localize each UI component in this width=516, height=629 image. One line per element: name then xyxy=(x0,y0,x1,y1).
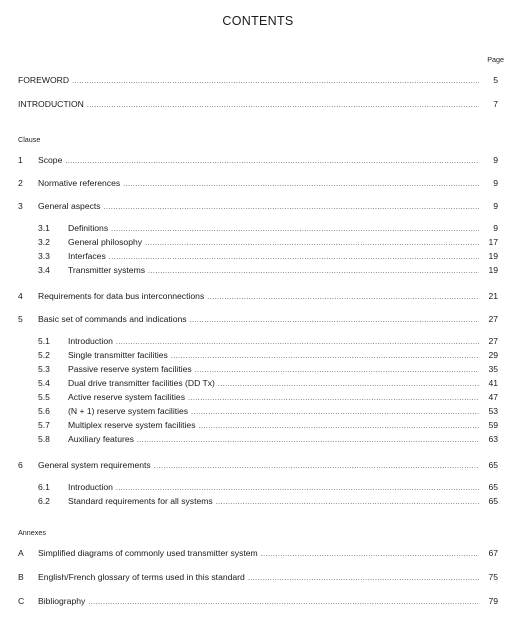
leader-dots xyxy=(207,292,479,303)
toc-entry-label: Interfaces xyxy=(68,251,106,261)
leader-dots xyxy=(72,76,479,87)
toc-subentry[interactable] xyxy=(38,237,498,248)
toc-entry-page: 9 xyxy=(493,178,498,188)
leader-dots xyxy=(216,497,479,508)
toc-entry-label: General philosophy xyxy=(68,237,143,247)
toc-entry-page: 47 xyxy=(488,392,498,402)
annexes-section-header: Annexes xyxy=(18,528,46,537)
leader-dots xyxy=(248,573,479,584)
leader-dots xyxy=(87,100,479,111)
toc-entry-number: B xyxy=(18,572,24,582)
toc-entry-page: 5 xyxy=(493,75,498,85)
leader-dots xyxy=(190,315,479,326)
toc-entry-label: INTRODUCTION xyxy=(18,99,84,109)
toc-entry-number: 5.2 xyxy=(38,350,50,360)
toc-entry-label: General system requirements xyxy=(38,460,151,470)
toc-entry-page: 9 xyxy=(493,223,498,233)
leader-dots xyxy=(188,393,479,404)
toc-annex-entry[interactable] xyxy=(18,596,498,607)
toc-entry-page: 53 xyxy=(488,406,498,416)
toc-annex-entry[interactable] xyxy=(18,572,498,583)
leader-dots xyxy=(171,351,479,362)
toc-entry-number: 5.1 xyxy=(38,336,50,346)
toc-entry-label: Requirements for data bus interconnections xyxy=(38,291,205,301)
toc-entry-page: 41 xyxy=(488,378,498,388)
toc-entry-label: FOREWORD xyxy=(18,75,70,85)
toc-annex-entry[interactable] xyxy=(18,548,498,559)
toc-entry-label: Scope xyxy=(38,155,63,165)
leader-dots xyxy=(148,266,479,277)
toc-subentry[interactable] xyxy=(38,251,498,262)
toc-entry-label: General aspects xyxy=(38,201,101,211)
toc-entry-label: Dual drive transmitter facilities (DD Tx) xyxy=(68,378,215,388)
toc-entry-label: (N + 1) reserve system facilities xyxy=(68,406,189,416)
page-title: CONTENTS xyxy=(222,14,294,28)
toc-subentry[interactable] xyxy=(38,406,498,417)
toc-entry-page: 21 xyxy=(488,291,498,301)
leader-dots xyxy=(104,202,479,213)
toc-entry[interactable] xyxy=(18,460,498,471)
toc-subentry[interactable] xyxy=(38,482,498,493)
toc-entry-number: 5 xyxy=(18,314,23,324)
toc-entry-number: 3.2 xyxy=(38,237,50,247)
toc-subentry[interactable] xyxy=(38,378,498,389)
toc-entry-label: Single transmitter facilities xyxy=(68,350,168,360)
toc-entry-number: 6.1 xyxy=(38,482,50,492)
clause-section-header: Clause xyxy=(18,135,41,144)
toc-subentry[interactable] xyxy=(38,350,498,361)
toc-entry-page: 65 xyxy=(488,482,498,492)
toc-entry-number: 5.3 xyxy=(38,364,50,374)
toc-entry-label: Auxiliary features xyxy=(68,434,134,444)
leader-dots xyxy=(109,252,479,263)
toc-entry-label: Simplified diagrams of commonly used transmitter system xyxy=(38,548,258,558)
toc-entry-foreword[interactable] xyxy=(18,75,498,86)
toc-entry-number: 6 xyxy=(18,460,23,470)
toc-entry-page: 29 xyxy=(488,350,498,360)
toc-entry-page: 35 xyxy=(488,364,498,374)
toc-entry-label: Standard requirements for all systems xyxy=(68,496,213,506)
leader-dots xyxy=(218,379,479,390)
toc-entry-introduction[interactable] xyxy=(18,99,498,110)
leader-dots xyxy=(123,179,479,190)
toc-entry-page: 27 xyxy=(488,314,498,324)
toc-subentry[interactable] xyxy=(38,420,498,431)
toc-subentry[interactable] xyxy=(38,336,498,347)
toc-entry-label: Definitions xyxy=(68,223,109,233)
leader-dots xyxy=(116,483,479,494)
leader-dots xyxy=(154,461,479,472)
toc-entry-page: 65 xyxy=(488,460,498,470)
toc-entry[interactable] xyxy=(18,291,498,302)
leader-dots xyxy=(145,238,479,249)
toc-entry-label: Transmitter systems xyxy=(68,265,146,275)
toc-entry-page: 7 xyxy=(493,99,498,109)
toc-entry-label: Active reserve system facilities xyxy=(68,392,186,402)
toc-entry-page: 65 xyxy=(488,496,498,506)
toc-entry[interactable] xyxy=(18,178,498,189)
toc-entry[interactable] xyxy=(18,155,498,166)
toc-entry-number: 3 xyxy=(18,201,23,211)
toc-entry-number: 5.7 xyxy=(38,420,50,430)
toc-entry-page: 59 xyxy=(488,420,498,430)
toc-entry-label: Basic set of commands and indications xyxy=(38,314,187,324)
leader-dots xyxy=(195,365,479,376)
toc-entry-number: 4 xyxy=(18,291,23,301)
toc-entry-page: 63 xyxy=(488,434,498,444)
toc-subentry[interactable] xyxy=(38,364,498,375)
toc-entry-label: Multiplex reserve system facilities xyxy=(68,420,196,430)
leader-dots xyxy=(111,224,479,235)
leader-dots xyxy=(137,435,479,446)
toc-entry-page: 79 xyxy=(488,596,498,606)
toc-entry-label: Introduction xyxy=(68,336,113,346)
toc-subentry[interactable] xyxy=(38,496,498,507)
toc-entry-page: 19 xyxy=(488,265,498,275)
toc-entry-number: 3.4 xyxy=(38,265,50,275)
toc-entry-page: 19 xyxy=(488,251,498,261)
toc-entry-label: Passive reserve system facilities xyxy=(68,364,192,374)
leader-dots xyxy=(199,421,479,432)
toc-entry-label: Normative references xyxy=(38,178,121,188)
toc-entry-number: 5.6 xyxy=(38,406,50,416)
toc-entry-page: 9 xyxy=(493,155,498,165)
toc-entry-number: 2 xyxy=(18,178,23,188)
toc-entry-number: 5.4 xyxy=(38,378,50,388)
toc-entry-page: 67 xyxy=(488,548,498,558)
toc-subentry[interactable] xyxy=(38,434,498,445)
toc-subentry[interactable] xyxy=(38,265,498,276)
toc-entry-number: 3.1 xyxy=(38,223,50,233)
leader-dots xyxy=(116,337,479,348)
page-column-header: Page xyxy=(487,55,504,64)
leader-dots xyxy=(65,156,479,167)
toc-entry-page: 17 xyxy=(488,237,498,247)
toc-entry-number: 5.8 xyxy=(38,434,50,444)
toc-subentry[interactable] xyxy=(38,392,498,403)
toc-entry-number: 1 xyxy=(18,155,23,165)
toc-entry-page: 9 xyxy=(493,201,498,211)
toc-entry[interactable] xyxy=(18,201,498,212)
toc-subentry[interactable] xyxy=(38,223,498,234)
toc-entry-number: 3.3 xyxy=(38,251,50,261)
toc-entry-number: C xyxy=(18,596,25,606)
leader-dots xyxy=(191,407,479,418)
toc-entry-number: A xyxy=(18,548,24,558)
toc-entry-label: English/French glossary of terms used in this standard xyxy=(38,572,245,582)
toc-entry[interactable] xyxy=(18,314,498,325)
toc-entry-page: 75 xyxy=(488,572,498,582)
leader-dots xyxy=(261,549,479,560)
toc-entry-number: 6.2 xyxy=(38,496,50,506)
toc-entry-label: Introduction xyxy=(68,482,113,492)
toc-entry-number: 5.5 xyxy=(38,392,50,402)
toc-entry-label: Bibliography xyxy=(38,596,86,606)
toc-entry-page: 27 xyxy=(488,336,498,346)
leader-dots xyxy=(88,597,479,608)
